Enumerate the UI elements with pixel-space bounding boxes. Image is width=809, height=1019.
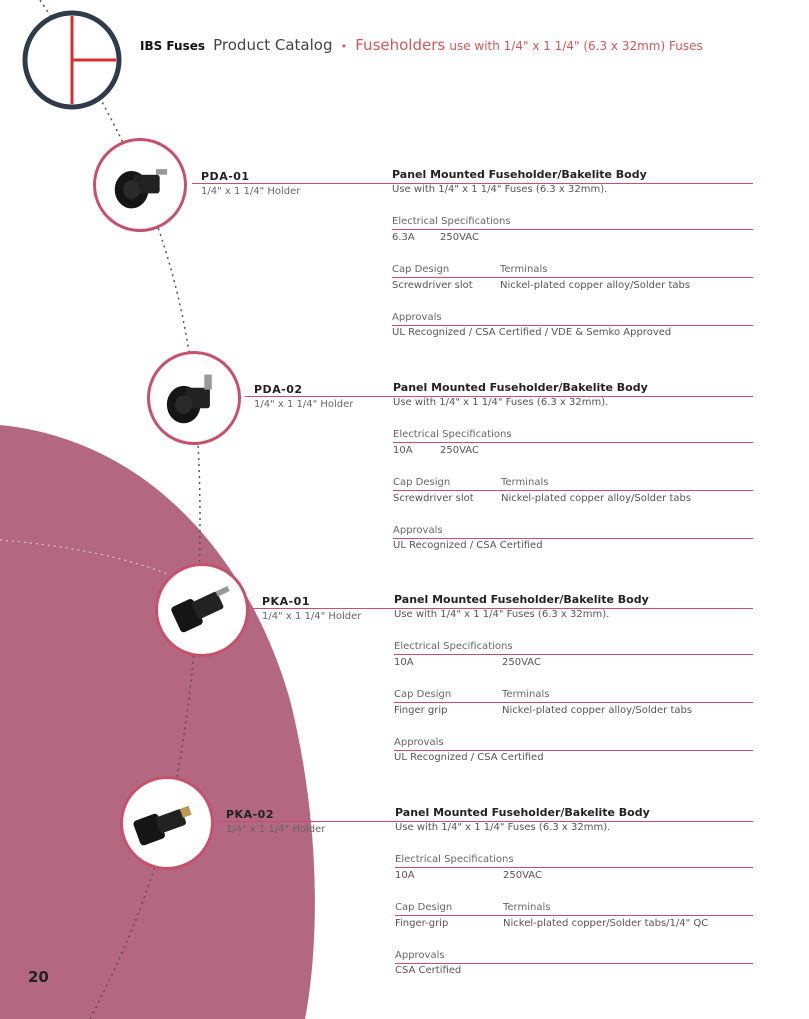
approvals-value: CSA Certified [395,965,462,976]
current-rating: 6.3A [392,232,415,243]
divider [393,490,753,491]
product-code: PDA-01 [201,170,250,183]
product-code: PKA-01 [262,595,310,608]
cap-label: Cap Design [395,902,453,913]
divider [394,750,753,751]
fuseholder-image [155,563,249,657]
usage-line: Use with 1/4" x 1 1/4" Fuses (6.3 x 32mm). [393,397,609,408]
product-heading: Panel Mounted Fuseholder/Bakelite Body [394,593,649,606]
fuseholder-image [147,351,241,445]
product-heading: Panel Mounted Fuseholder/Bakelite Body [392,168,647,181]
elec-label: Electrical Specifications [394,641,513,652]
product-code: PDA-02 [254,383,303,396]
section-title: Fuseholders [355,36,446,54]
voltage-rating: 250VAC [440,232,479,243]
fuseholder-image [93,138,187,232]
cap-value: Screwdriver slot [393,493,474,504]
terminals-value: Nickel-plated copper alloy/Solder tabs [500,280,691,291]
fuseholder-image [120,776,214,870]
approvals-value: UL Recognized / CSA Certified / VDE & Semko Approved [392,327,672,338]
divider [392,229,753,230]
approvals-label: Approvals [395,950,445,961]
divider [393,538,753,539]
current-rating: 10A [393,445,413,456]
approvals-label: Approvals [393,525,443,536]
brand-name: IBS Fuses [140,39,205,53]
section-subtitle: use with 1/4" x 1 1/4" (6.3 x 32mm) Fuses [449,39,703,53]
terminals-label: Terminals [500,264,548,275]
product-code: PKA-02 [226,808,274,821]
divider [395,915,753,916]
page-number: 20 [28,968,49,986]
approvals-label: Approvals [392,312,442,323]
elec-label: Electrical Specifications [395,854,514,865]
divider [395,963,753,964]
product-size: 1/4" x 1 1/4" Holder [254,399,354,410]
terminals-value: Nickel-plated copper alloy/Solder tabs [502,705,693,716]
voltage-rating: 250VAC [440,445,479,456]
divider [393,442,753,443]
voltage-rating: 250VAC [503,870,542,881]
product-size: 1/4" x 1 1/4" Holder [226,824,326,835]
divider [394,654,753,655]
terminals-label: Terminals [502,689,550,700]
logo-icon [20,8,124,112]
product-pda-01 [0,138,809,338]
divider [395,867,753,868]
terminals-value: Nickel-plated copper/Solder tabs/1/4" QC [503,918,709,929]
product-heading: Panel Mounted Fuseholder/Bakelite Body [395,806,650,819]
voltage-rating: 250VAC [502,657,541,668]
product-heading: Panel Mounted Fuseholder/Bakelite Body [393,381,648,394]
product-size: 1/4" x 1 1/4" Holder [262,611,362,622]
cap-label: Cap Design [392,264,450,275]
approvals-label: Approvals [394,737,444,748]
usage-line: Use with 1/4" x 1 1/4" Fuses (6.3 x 32mm). [394,609,610,620]
cap-label: Cap Design [393,477,451,488]
cap-value: Finger grip [394,705,448,716]
usage-line: Use with 1/4" x 1 1/4" Fuses (6.3 x 32mm). [392,184,608,195]
cap-value: Finger-grip [395,918,449,929]
cap-label: Cap Design [394,689,452,700]
divider [392,325,753,326]
product-pka-01 [0,563,809,763]
cap-value: Screwdriver slot [392,280,473,291]
divider [392,277,753,278]
header-separator: • [340,40,348,53]
terminals-value: Nickel-plated copper alloy/Solder tabs [501,493,692,504]
product-pka-02 [0,776,809,976]
terminals-label: Terminals [501,477,549,488]
divider [394,702,753,703]
approvals-value: UL Recognized / CSA Certified [393,540,543,551]
terminals-label: Terminals [503,902,551,913]
catalog-label: Product Catalog [213,36,333,54]
product-size: 1/4" x 1 1/4" Holder [201,186,301,197]
current-rating: 10A [395,870,415,881]
catalog-header [140,36,703,54]
usage-line: Use with 1/4" x 1 1/4" Fuses (6.3 x 32mm). [395,822,611,833]
current-rating: 10A [394,657,414,668]
elec-label: Electrical Specifications [393,429,512,440]
elec-label: Electrical Specifications [392,216,511,227]
product-pda-02 [0,351,809,551]
approvals-value: UL Recognized / CSA Certified [394,752,544,763]
